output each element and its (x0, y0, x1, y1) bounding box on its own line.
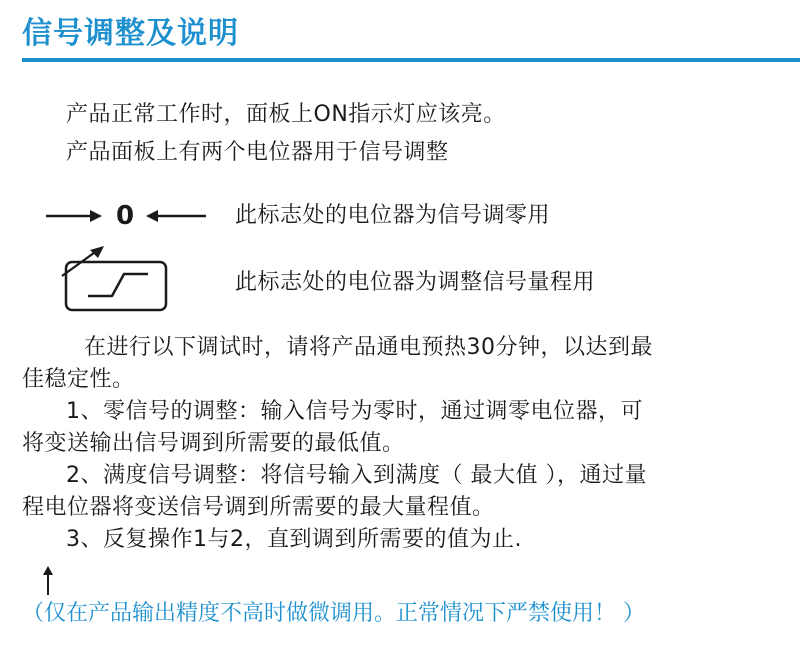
span-symbol-desc: 此标志处的电位器为调整信号量程用 (235, 270, 596, 295)
step-3-line: 3、反复操作1与2，直到调到所需要的值为止. (66, 527, 522, 552)
step-1-line-1: 1、零信号的调整：输入信号为零时，通过调零电位器，可 (66, 399, 643, 424)
zero-adjust-symbol (44, 200, 210, 232)
step-2-line-1: 2、满度信号调整：将信号输入到满度（ 最大值 ），通过量 (66, 463, 647, 488)
title-divider (22, 58, 800, 62)
intro-line-1: 产品正常工作时，面板上ON指示灯应该亮。 (66, 102, 506, 127)
step-1-line-2: 将变送输出信号调到所需要的最低值。 (22, 431, 405, 456)
span-adjust-symbol (58, 244, 174, 316)
prep-line-1: 在进行以下调试时，请将产品通电预热30分钟，以达到最 (84, 335, 653, 360)
zero-symbol-desc: 此标志处的电位器为信号调零用 (235, 203, 551, 228)
prep-line-2: 佳稳定性。 (22, 367, 135, 392)
span-potentiometer-icon (58, 244, 174, 316)
step-2-line-2: 程电位器将变送信号调到所需要的最大量程值。 (22, 495, 495, 520)
zero-glyph: 0 (116, 201, 135, 231)
usage-note: （仅在产品输出精度不高时做微调用。正常情况下严禁使用！ ） (22, 601, 645, 626)
intro-line-2: 产品面板上有两个电位器用于信号调整 (66, 140, 449, 165)
page-title: 信号调整及说明 (22, 16, 239, 51)
up-arrow-icon (40, 566, 56, 596)
